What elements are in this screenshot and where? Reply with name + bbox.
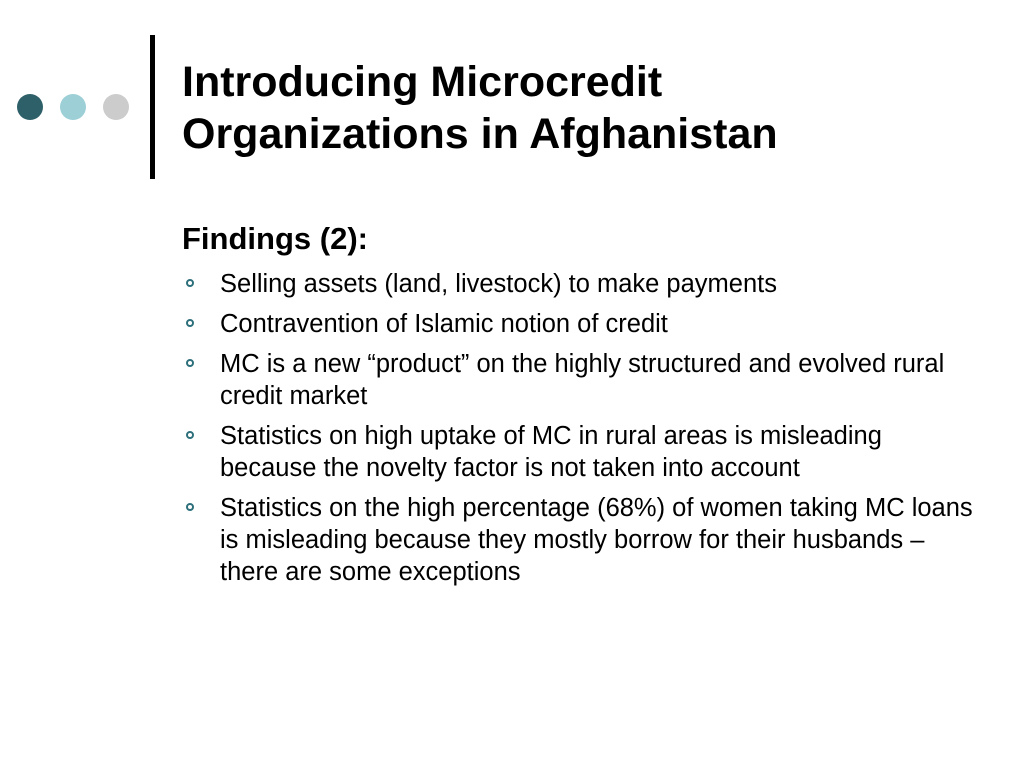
title-divider — [150, 35, 155, 179]
list-item-text: Selling assets (land, livestock) to make payments — [220, 270, 777, 298]
list-item — [182, 492, 982, 588]
bullet-circle-icon — [186, 431, 194, 439]
list-item — [182, 308, 982, 340]
bullet-circle-icon — [186, 359, 194, 367]
list-item-text: MC is a new “product” on the highly structured and evolved rural credit market — [220, 350, 945, 410]
bullet-circle-icon — [186, 319, 194, 327]
list-item-text: Statistics on high uptake of MC in rural areas is misleading because the novelty factor is not taken into account — [220, 422, 882, 482]
list-item — [182, 348, 982, 412]
decorative-dot-gray — [103, 94, 129, 120]
bullet-circle-icon — [186, 503, 194, 511]
list-item-text: Statistics on the high percentage (68%) of women taking MC loans is misleading because they mostly borrow for their husbands – there are some exceptions — [220, 494, 973, 586]
section-heading: Findings (2): — [182, 221, 368, 256]
findings-list — [182, 268, 982, 596]
slide-title — [182, 56, 982, 160]
title-line-1: Introducing Microcredit — [182, 58, 663, 106]
list-item — [182, 268, 982, 300]
list-item-text: Contravention of Islamic notion of credit — [220, 310, 668, 338]
title-line-2: Organizations in Afghanistan — [182, 110, 778, 158]
list-item — [182, 420, 982, 484]
decorative-dot-dark — [17, 94, 43, 120]
bullet-circle-icon — [186, 279, 194, 287]
decorative-dot-light — [60, 94, 86, 120]
